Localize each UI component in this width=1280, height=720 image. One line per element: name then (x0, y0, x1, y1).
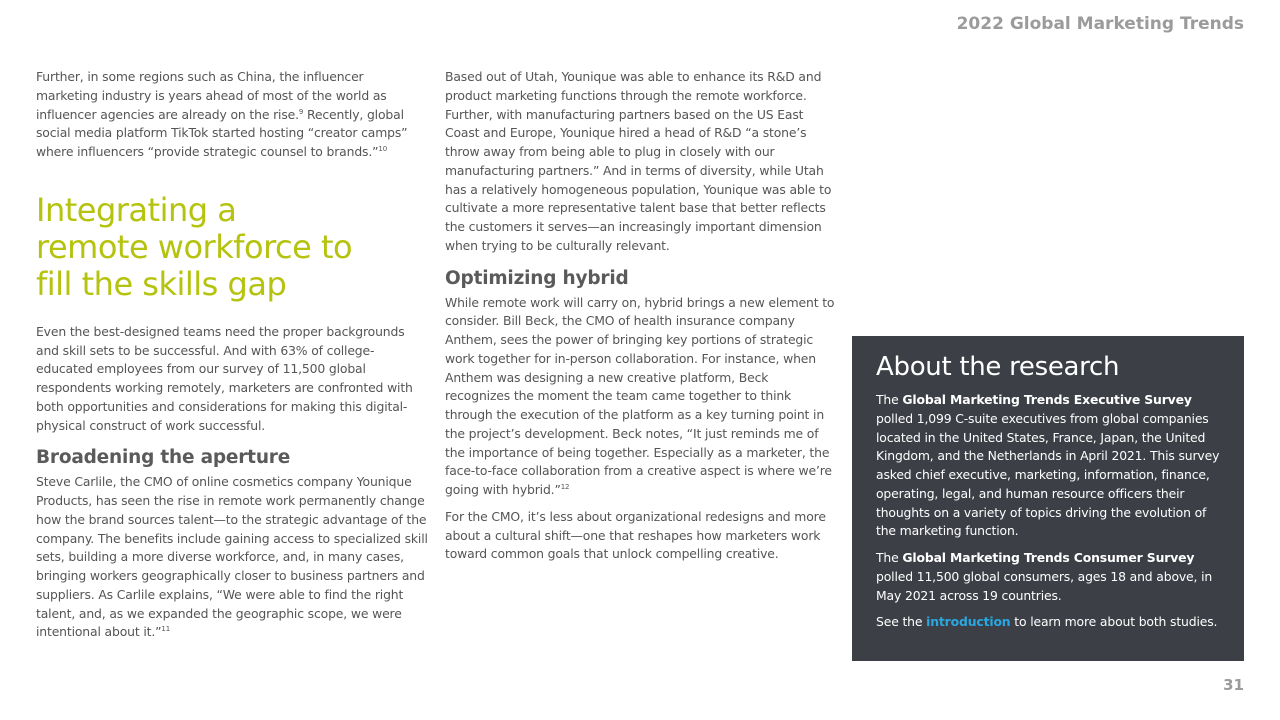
survey-name-bold: Global Marketing Trends Executive Survey (902, 392, 1192, 407)
research-title: About the research (876, 352, 1120, 382)
survey-name-bold: Global Marketing Trends Consumer Survey (902, 550, 1195, 565)
hybrid-paragraph: While remote work will carry on, hybrid brings a new element to consider. Bill Beck, the CMO of health insurance company Anthem, sees the power of bringing key portions of strategic work together for in-person collaboration. For instance, when Anthem was designing a new creative platform, Beck recognizes the moment the team came together to think through the execution of the platform as a key turning point in the project’s development. Beck notes, “It just reminds me of the importance of being together. Especially as a marketer, the face-to-face collaboration from a creative aspect is where we’re going with hybrid.”$^{12}$ (445, 294, 835, 497)
left-column (36, 68, 428, 642)
remote-workforce-paragraph: Even the best-designed teams need the proper backgrounds and skill sets to be successful. And with 63% of college-educated employees from our survey of 11,500 global respondents working remotely, marketers are confronted with both opportunities and considerations for making this digital-physical construct of work successful. (36, 323, 413, 433)
footnote-marker[interactable]: 10 (378, 144, 388, 153)
about-research-box (852, 336, 1244, 661)
cmo-paragraph: For the CMO, it’s less about organizational redesigns and more about a cultural shift—one that reshapes how marketers work toward common goals that unlock compelling creative. (445, 508, 826, 562)
see-introduction-paragraph: See the introduction to learn more about both studies. (876, 614, 1218, 630)
consumer-survey-paragraph: The Global Marketing Trends Consumer Survey polled 11,500 global consumers, ages 18 and above, in May 2021 across 19 countries. (876, 550, 1213, 603)
section-heading: Integrating a remote workforce to fill the skills gap (36, 190, 353, 303)
executive-survey-paragraph: The Global Marketing Trends Executive Survey polled 1,099 C-suite executives from global companies located in the United States, France, Japan, the United Kingdom, and the Netherlands in April 2021. This survey asked chief executive, marketing, information, finance, operating, legal, and human resource officers their thoughts on a variety of topics driving the evolution of the marketing function. (876, 392, 1220, 539)
intro-paragraph: Further, in some regions such as China, the influencer marketing industry is years ahead of most of the world as influencer agencies are already on the rise.$^9$ Recently, global social media platform TikTok started hosting “creator camps” where influencers “provide strategic counsel to brands.”$^{10}$ (36, 69, 408, 159)
subheading-broadening-aperture: Broadening the aperture (36, 447, 291, 469)
page-header-title: 2022 Global Marketing Trends (956, 14, 1244, 34)
introduction-link[interactable]: introduction (926, 614, 1011, 630)
younique-paragraph: Steve Carlile, the CMO of online cosmetics company Younique Products, has seen the rise in remote work permanently change how the brand sources talent—to the strategic advantage of the company. The benefits include gaining access to specialized skill sets, building a more diverse workforce, and, in many cases, bringing workers geographically closer to business partners and suppliers. As Carlile explains, “We were able to find the right talent, and, as we expanded the geographic scope, we were intentional about it.”$^{11}$ (36, 474, 428, 640)
subheading-optimizing-hybrid: Optimizing hybrid (445, 267, 629, 289)
footnote-marker[interactable]: 12 (560, 482, 570, 491)
page-number: 31 (1223, 676, 1244, 694)
utah-paragraph: Based out of Utah, Younique was able to enhance its R&D and product marketing functions through the remote workforce. Further, with manufacturing partners based on the US East Coast and Europe, Younique hired a head of R&D “a stone’s throw away from being able to plug in closely with our manufacturing partners.” And in terms of diversity, while Utah has a relatively homogeneous population, Younique was able to cultivate a more representative talent base that better reflects the customers it serves—an increasingly important dimension when trying to be culturally relevant. (445, 69, 832, 253)
footnote-marker[interactable]: 11 (161, 625, 170, 634)
footnote-marker[interactable]: 9 (298, 107, 304, 116)
middle-column (445, 68, 837, 564)
